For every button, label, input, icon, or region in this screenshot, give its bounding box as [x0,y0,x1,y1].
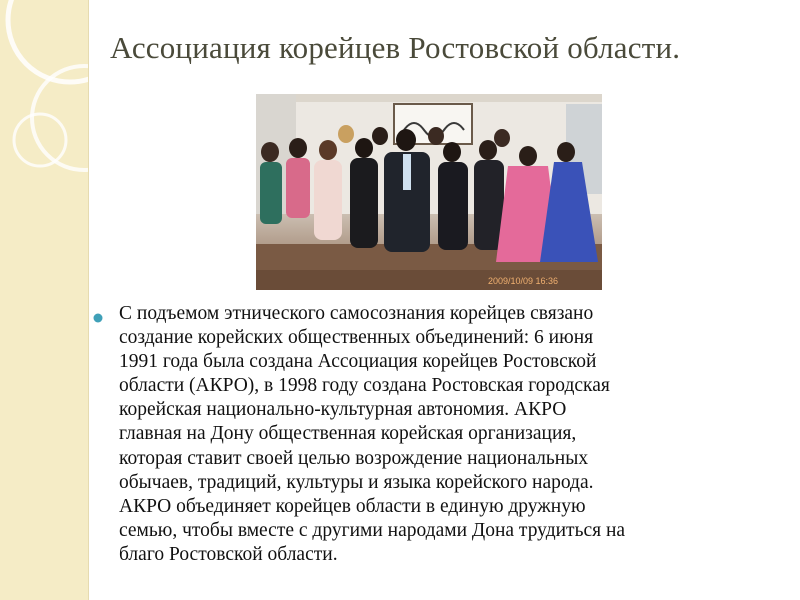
body-line: обычаев, традиций, культуры и языка корейского народа. [119,471,594,493]
body-line: которая ставит своей целью возрождение национальных [119,447,589,469]
decorative-side-band [0,0,88,600]
body-line: 1991 года была создана Ассоциация корейцев Ростовской [119,351,597,373]
group-photo [256,94,602,290]
body-line: создание корейских общественных объединений: 6 июня [119,327,594,349]
decorative-circles [0,0,88,600]
body-line: благо Ростовской области. [119,543,338,565]
body-line: главная на Дону общественная корейская организация, [119,423,577,445]
body-line: корейская национально-культурная автономия. АКРО [119,399,567,421]
body-line: С подъемом этнического самосознания корейцев связано [119,303,594,324]
slide-title: Ассоциация корейцев Ростовской области. [110,30,681,65]
body-line: семью, чтобы вместе с другими народами Дона трудиться на [119,519,626,541]
bullet-paragraph [92,302,772,567]
band-divider [88,0,89,600]
body-line: области (АКРО), в 1998 году создана Ростовская городская [119,375,610,397]
body-text [119,302,772,567]
bullet-dot-icon [92,312,104,324]
photo-timestamp: 2009/10/09 16:36 [488,276,559,286]
body-line: АКРО объединяет корейцев области в единую дружную [119,495,586,517]
